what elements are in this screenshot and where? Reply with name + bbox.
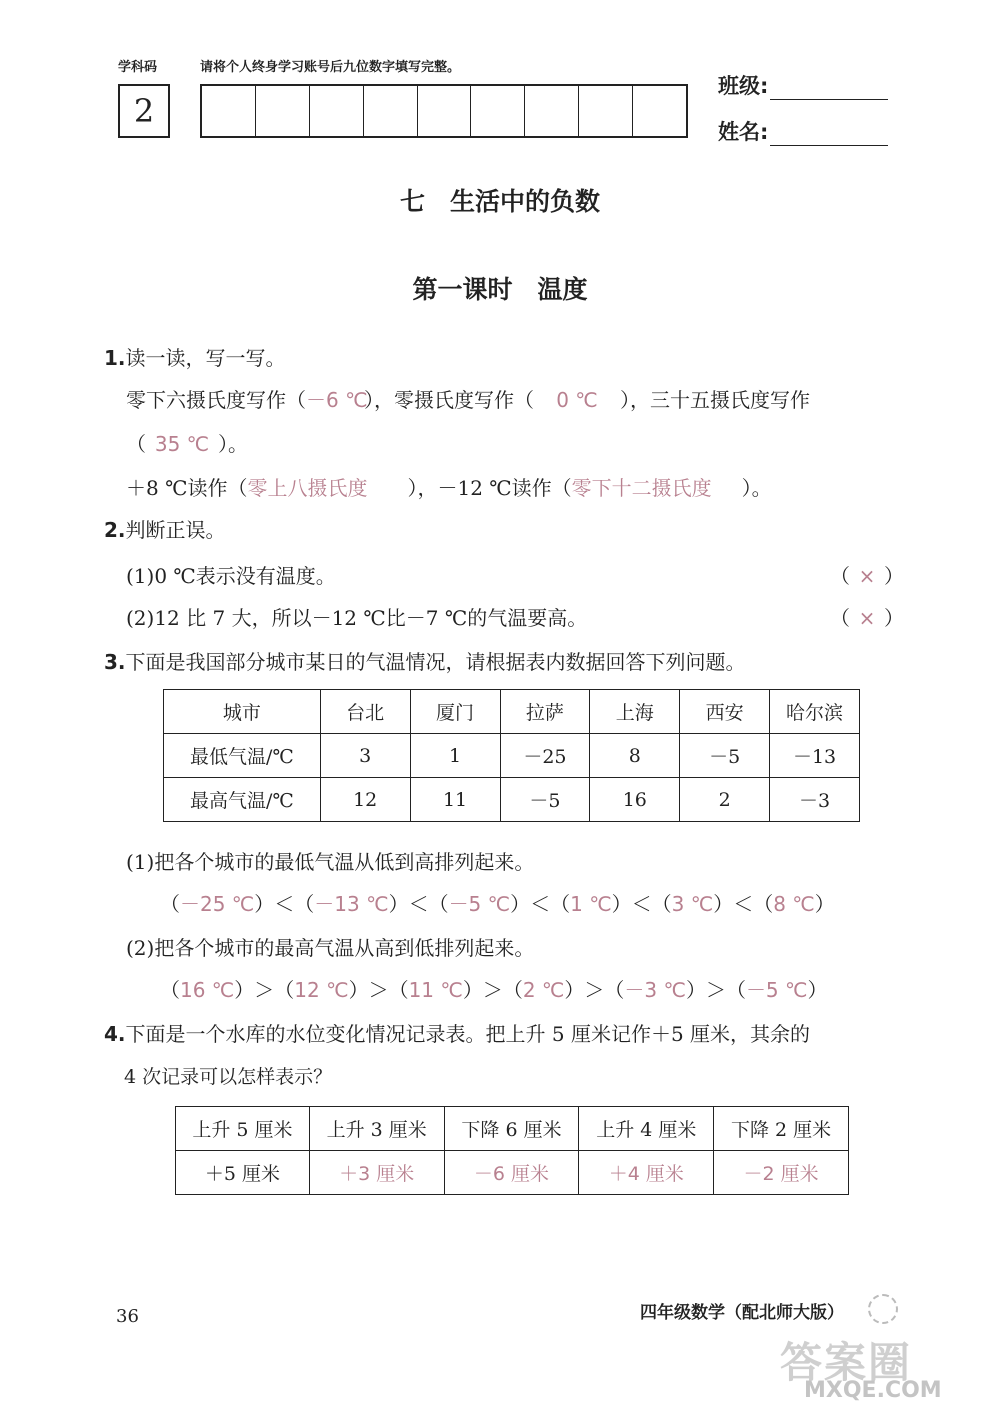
- q1-text: ），－12 ℃读作（: [407, 476, 572, 500]
- q1-answer: 零上八摄氏度: [247, 476, 368, 500]
- water-level-table: [175, 1106, 849, 1195]
- q2-judgement: （ × ）: [830, 606, 904, 630]
- q1-text: ）。: [218, 432, 248, 456]
- table-header-cell: 拉萨: [500, 690, 590, 734]
- table-header-cell: 上海: [590, 690, 680, 734]
- q1-text: ），三十五摄氏度写作: [620, 388, 810, 412]
- table-cell: 3: [320, 734, 410, 778]
- lt-sign: ＜: [274, 892, 295, 916]
- lesson-title: 第一课时 温度: [412, 275, 588, 304]
- lt-sign: ＜: [530, 892, 551, 916]
- q2-item: (1)0 ℃表示没有温度。: [126, 564, 336, 588]
- q1-answer: 35 ℃: [154, 432, 210, 456]
- q3-answer: 1 ℃: [570, 892, 612, 916]
- q1-answer: 0 ℃: [556, 388, 598, 412]
- table-header-cell: 上升 3 厘米: [309, 1107, 444, 1151]
- name-blank[interactable]: [770, 125, 888, 146]
- table-header-cell: 城市: [164, 690, 321, 734]
- q4-heading: [104, 1018, 810, 1047]
- q1-text: 零下六摄氏度写作（: [126, 388, 306, 412]
- lt-sign: ＜: [408, 892, 429, 916]
- q1-answer: 零下十二摄氏度: [571, 476, 712, 500]
- q3-sub2: (2)把各个城市的最高气温从高到低排列起来。: [126, 936, 535, 960]
- q3-ans2-row: （16 ℃）＞（12 ℃）＞（11 ℃）＞（2 ℃）＞（－3 ℃）＞（－5 ℃）: [160, 978, 828, 1002]
- table-answer-cell: ＋3 厘米: [309, 1151, 444, 1195]
- q4-number: 4.: [104, 1022, 126, 1046]
- q3-answer: 8 ℃: [773, 892, 815, 916]
- gt-sign: ＞: [482, 978, 503, 1002]
- table-cell: 16: [590, 778, 680, 822]
- q1-text: ），零摄氏度写作（: [364, 388, 534, 412]
- name-field[interactable]: [718, 116, 888, 146]
- q1-line-2: [126, 428, 248, 457]
- table-answer-cell: －6 厘米: [444, 1151, 579, 1195]
- table-cell: －25: [500, 734, 590, 778]
- gt-sign: ＞: [584, 978, 605, 1002]
- q3-answer: －5 ℃: [745, 978, 808, 1002]
- table-cell: －5: [680, 734, 770, 778]
- q3-heading: [104, 646, 746, 675]
- q2-answer: ×: [858, 606, 876, 630]
- gt-sign: ＞: [254, 978, 275, 1002]
- q3-answer: －25 ℃: [180, 892, 255, 916]
- q1-heading: [104, 342, 286, 371]
- temperature-table: [163, 689, 860, 822]
- unit-title: 七 生活中的负数: [399, 187, 600, 216]
- table-row: [164, 734, 860, 778]
- table-header-cell: 下降 2 厘米: [714, 1107, 849, 1151]
- q1-number: 1.: [104, 346, 126, 370]
- table-answer-cell: ＋4 厘米: [579, 1151, 714, 1195]
- table-header-cell: 上升 4 厘米: [579, 1107, 714, 1151]
- table-header-cell: 西安: [680, 690, 770, 734]
- table-header-cell: 上升 5 厘米: [176, 1107, 310, 1151]
- q1-line-1: [126, 384, 810, 413]
- id-digit-box[interactable]: [364, 86, 418, 136]
- id-digit-box[interactable]: [256, 86, 310, 136]
- q2-heading: [104, 514, 226, 543]
- table-header-cell: 厦门: [410, 690, 500, 734]
- table-cell: 11: [410, 778, 500, 822]
- subject-code-box: 2: [118, 84, 170, 138]
- subject-code-label: 学科码: [118, 60, 158, 75]
- id-digit-box[interactable]: [633, 86, 686, 136]
- q4-title: 下面是一个水库的水位变化情况记录表。把上升 5 厘米记作＋5 厘米，其余的: [125, 1022, 811, 1046]
- gt-sign: ＞: [368, 978, 389, 1002]
- account-id-note: 请将个人终身学习账号后九位数字填写完整。: [200, 60, 461, 75]
- q3-answer: －3 ℃: [624, 978, 686, 1002]
- table-row: [176, 1151, 849, 1195]
- q4-title-cont: 4 次记录可以怎样表示？: [124, 1066, 333, 1088]
- class-label: 班级:: [718, 74, 769, 98]
- q3-sub1: (1)把各个城市的最低气温从低到高排列起来。: [126, 850, 535, 874]
- table-header-row: [176, 1107, 849, 1151]
- q1-text: ＋8 ℃读作（: [126, 476, 248, 500]
- class-field[interactable]: [718, 70, 888, 100]
- id-digit-box[interactable]: [202, 86, 256, 136]
- watermark-url: MXQE.COM: [804, 1378, 942, 1403]
- table-header-cell: 下降 6 厘米: [444, 1107, 579, 1151]
- id-digit-box[interactable]: [525, 86, 579, 136]
- lt-sign: ＜: [631, 892, 652, 916]
- table-cell: －3: [770, 778, 860, 822]
- publisher-logo-icon: [868, 1294, 898, 1324]
- lt-sign: ＜: [733, 892, 754, 916]
- id-digit-box[interactable]: [579, 86, 633, 136]
- q3-title: 下面是我国部分城市某日的气温情况，请根据表内数据回答下列问题。: [125, 650, 746, 674]
- table-row: [164, 778, 860, 822]
- name-label: 姓名:: [718, 120, 769, 144]
- q1-title: 读一读，写一写。: [125, 346, 286, 370]
- q3-answer: －13 ℃: [314, 892, 389, 916]
- table-header-row: [164, 690, 860, 734]
- watermark-logo: 答案圈: [780, 1338, 913, 1387]
- q3-ans1-row: （－25 ℃）＜（－13 ℃）＜（－5 ℃）＜（1 ℃）＜（3 ℃）＜（8 ℃）: [160, 892, 835, 916]
- table-cell: 8: [590, 734, 680, 778]
- table-header-cell: 哈尔滨: [770, 690, 860, 734]
- id-digit-box[interactable]: [418, 86, 472, 136]
- q3-answer: 3 ℃: [671, 892, 714, 916]
- id-digit-box[interactable]: [471, 86, 525, 136]
- table-header-cell: 台北: [320, 690, 410, 734]
- account-id-boxes[interactable]: [200, 84, 688, 138]
- q1-answer: －6 ℃: [306, 388, 368, 412]
- q2-number: 2.: [104, 518, 126, 542]
- q1-line-3: [126, 472, 772, 501]
- q3-answer: 12 ℃: [294, 978, 349, 1002]
- table-cell: ＋5 厘米: [176, 1151, 310, 1195]
- q3-answer: 2 ℃: [522, 978, 565, 1002]
- q2-judgement: （ × ）: [830, 564, 904, 588]
- q2-answer: ×: [858, 564, 876, 588]
- q3-number: 3.: [104, 650, 126, 674]
- q1-text: ）。: [741, 476, 772, 500]
- page-number: 36: [116, 1306, 139, 1327]
- book-title: 四年级数学（配北师大版）: [640, 1303, 844, 1323]
- table-cell: 2: [680, 778, 770, 822]
- class-blank[interactable]: [770, 79, 888, 100]
- id-digit-box[interactable]: [310, 86, 364, 136]
- table-cell: 最低气温/℃: [164, 734, 321, 778]
- q1-text: （: [126, 432, 146, 456]
- table-cell: 12: [320, 778, 410, 822]
- q3-answer: 11 ℃: [408, 978, 463, 1002]
- table-cell: 1: [410, 734, 500, 778]
- q3-answer: －5 ℃: [448, 892, 511, 916]
- table-cell: －13: [770, 734, 860, 778]
- q2-item: (2)12 比 7 大，所以－12 ℃比－7 ℃的气温要高。: [126, 606, 588, 630]
- q3-answer: 16 ℃: [180, 978, 235, 1002]
- table-cell: －5: [500, 778, 590, 822]
- table-answer-cell: －2 厘米: [714, 1151, 849, 1195]
- q2-title: 判断正误。: [125, 518, 226, 542]
- gt-sign: ＞: [705, 978, 726, 1002]
- table-cell: 最高气温/℃: [164, 778, 321, 822]
